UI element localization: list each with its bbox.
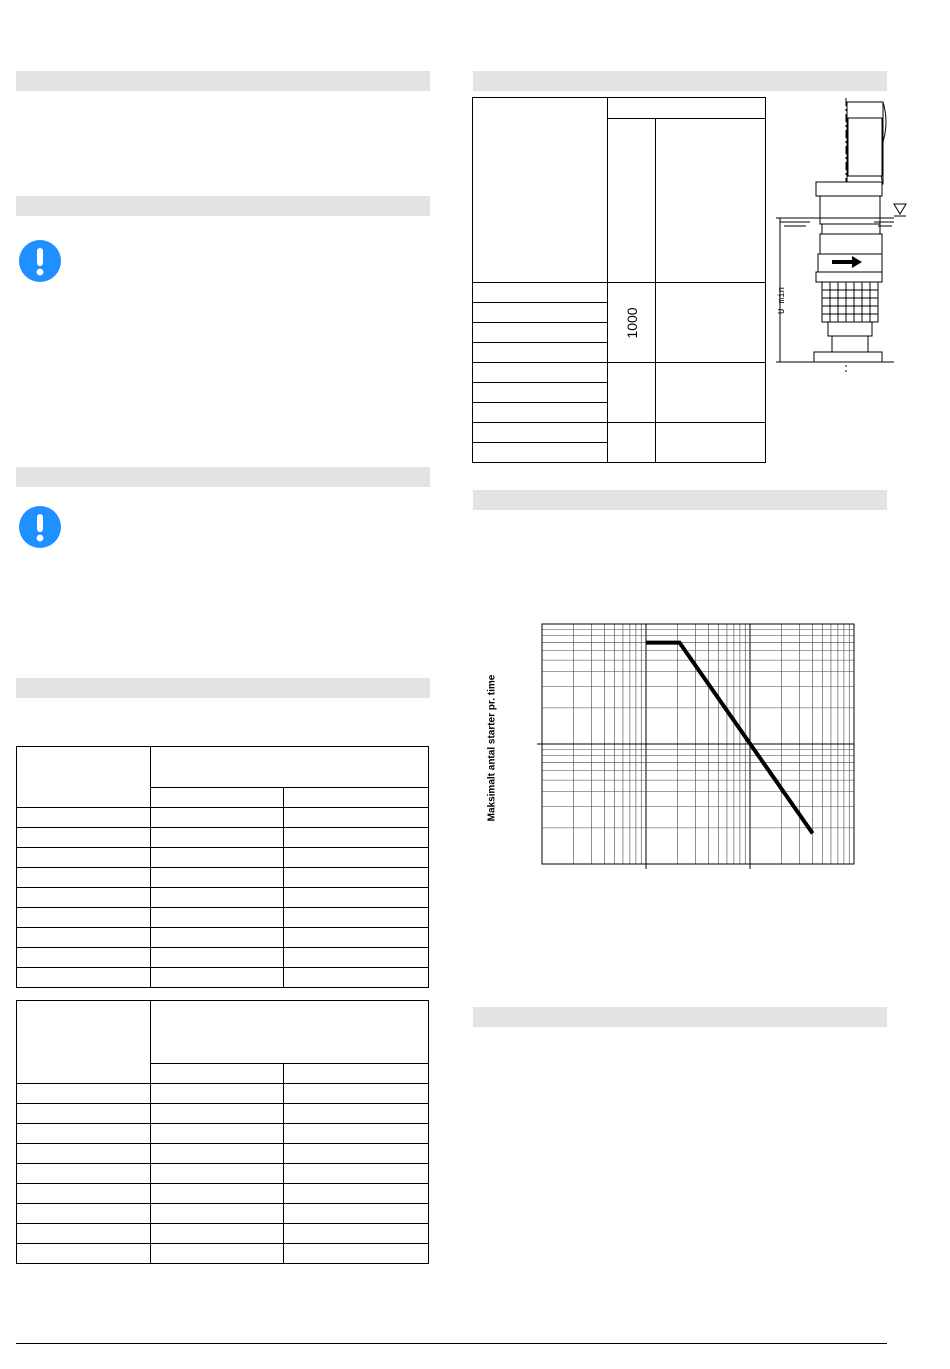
table-row <box>17 1184 429 1204</box>
table-row <box>17 948 429 968</box>
exclamation-circle-icon <box>19 240 61 282</box>
table-row <box>17 1084 429 1104</box>
data-table-2 <box>16 1000 429 1264</box>
section-header-bar <box>473 490 887 510</box>
value-1000: 1000 <box>623 306 640 339</box>
table-row <box>17 908 429 928</box>
section-header-bar <box>16 678 430 698</box>
table-row <box>17 888 429 908</box>
triangle-down-icon <box>894 204 906 214</box>
table-row <box>17 1164 429 1184</box>
table-row <box>17 928 429 948</box>
umin-label: U min <box>777 286 787 314</box>
table-row <box>17 968 429 988</box>
table-row <box>17 828 429 848</box>
data-table-1 <box>16 746 429 988</box>
table-row <box>17 808 429 828</box>
table-row <box>17 1104 429 1124</box>
section-header-bar <box>16 467 430 487</box>
table-row <box>17 868 429 888</box>
chart-ylabel: Maksimalt antal starter pr. time <box>486 674 498 822</box>
pump-installation-drawing <box>770 96 910 376</box>
starts-per-hour-chart <box>478 608 868 878</box>
table-row <box>17 1224 429 1244</box>
installation-table <box>472 97 766 463</box>
table-row <box>17 1144 429 1164</box>
section-header-bar <box>16 71 430 91</box>
section-header-bar <box>473 1007 887 1027</box>
table-row <box>17 1204 429 1224</box>
table-row <box>17 848 429 868</box>
footer-rule <box>16 1343 887 1344</box>
table-row <box>17 1124 429 1144</box>
section-header-bar <box>16 196 430 216</box>
series-line <box>646 643 813 834</box>
exclamation-circle-icon <box>19 506 61 548</box>
table-row <box>17 1244 429 1264</box>
section-header-bar <box>473 71 887 91</box>
